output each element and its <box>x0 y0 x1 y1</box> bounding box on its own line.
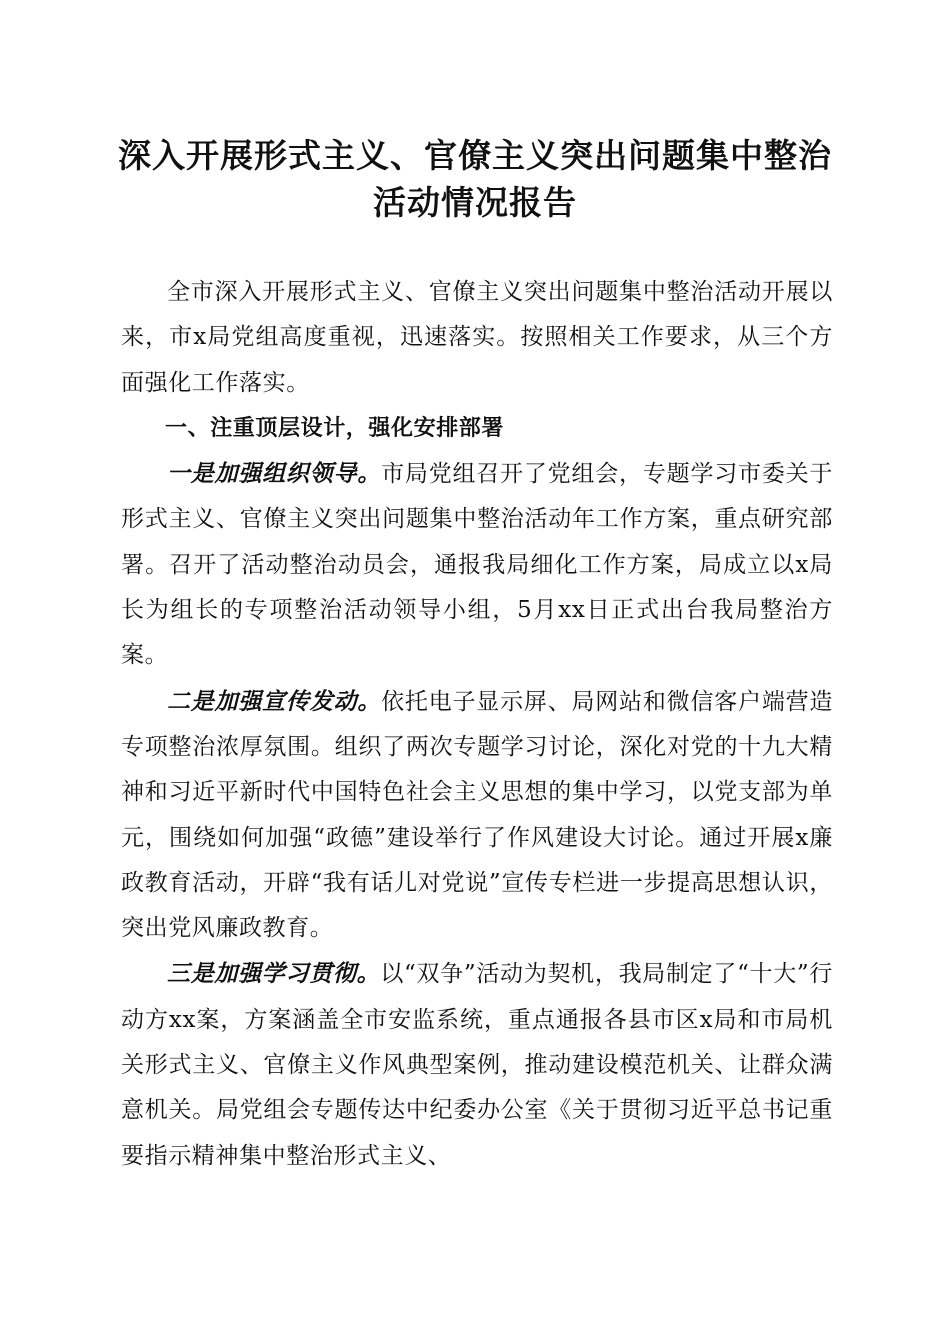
paragraph-lead: 一是加强组织领导。 <box>167 460 382 488</box>
document-title: 深入开展形式主义、官僚主义突出问题集中整治活动情况报告 <box>118 136 832 222</box>
paragraph-text: 以“双争”活动为契机，我局制定了“十大”行动方xx案，方案涵盖全市安监系统，重点通报各县市区x局和市局机关形式主义、官僚主义作风典型案例，推动建设模范机关、让群众满意机关。局党组会专题传达中纪委办公室《关于贯彻习近平总书记重要指示精神集中整治形式主义、 <box>121 961 833 1169</box>
paragraph-lead: 二是加强宣传发动。 <box>167 687 382 715</box>
paragraph-study-implementation <box>121 951 833 1178</box>
paragraph-lead: 三是加强学习贯彻。 <box>167 960 381 988</box>
section-heading: 一、注重顶层设计，强化安排部署 <box>165 415 505 441</box>
intro-paragraph: 全市深入开展形式主义、官僚主义突出问题集中整治活动开展以来，市x局党组高度重视，迅速落实。按照相关工作要求，从三个方面强化工作落实。 <box>121 279 833 396</box>
paragraph-publicity <box>121 679 833 952</box>
paragraph-text: 市局党组召开了党组会，专题学习市委关于形式主义、官僚主义突出问题集中整治活动年工作方案，重点研究部署。召开了活动整治动员会，通报我局细化工作方案，局成立以x局长为组长的专项整治活动领导小组，5月xx日正式出台我局整治方案。 <box>121 461 833 669</box>
paragraph-text: 依托电子显示屏、局网站和微信客户端营造专项整治浓厚氛围。组织了两次专题学习讨论，深化对党的十九大精神和习近平新时代中国特色社会主义思想的集中学习，以党支部为单元，围绕如何加强“政德”建设举行了作风建设大讨论。通过开展x廉政教育活动，开辟“我有话儿对党说”宣传专栏进一步提高思想认识，突出党风廉政教育。 <box>121 688 833 942</box>
document-body <box>121 270 833 1179</box>
paragraph-organization-leadership <box>121 451 833 678</box>
